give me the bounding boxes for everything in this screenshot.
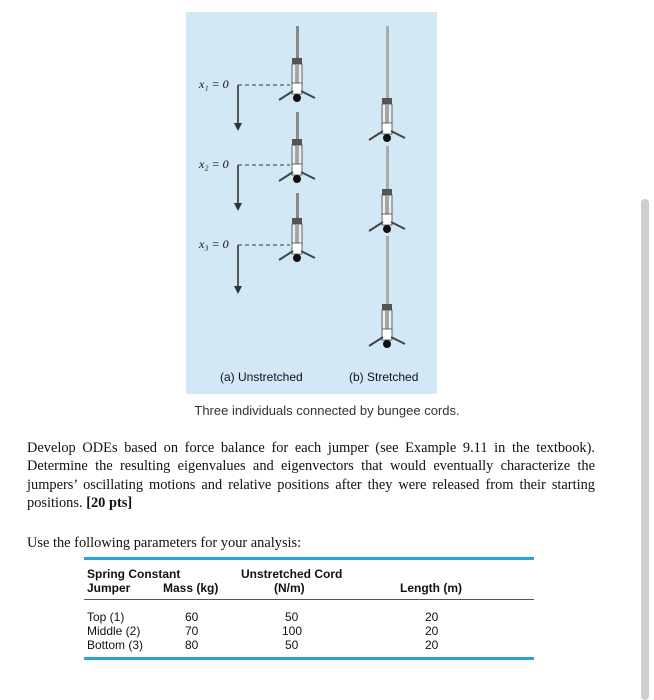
cell-length-1: 20 bbox=[425, 610, 439, 624]
cell-mass-2: 70 bbox=[185, 624, 199, 638]
jumper-a1 bbox=[279, 58, 315, 102]
th-length: Length (m) bbox=[400, 581, 462, 595]
cell-jumper-1: Top (1) bbox=[87, 610, 125, 624]
problem-statement bbox=[27, 439, 595, 512]
jumper-b2 bbox=[369, 189, 405, 233]
cell-jumper-3: Bottom (3) bbox=[87, 638, 144, 652]
label-x2: x₂ = 0 bbox=[199, 157, 229, 171]
cell-length-2: 20 bbox=[425, 624, 439, 638]
bungee-figure bbox=[186, 12, 437, 394]
table-bottom-rule bbox=[84, 657, 534, 660]
cord-b1 bbox=[386, 26, 389, 100]
cell-length-3: 20 bbox=[425, 638, 439, 652]
table-header-rule bbox=[84, 599, 534, 600]
caption-stretched: (b) Stretched bbox=[349, 370, 419, 384]
cell-mass-3: 80 bbox=[185, 638, 199, 652]
jumper-b1 bbox=[369, 98, 405, 142]
arrow-x1 bbox=[234, 123, 242, 131]
th-spring-constant: Spring Constant bbox=[87, 567, 181, 581]
vertical-scrollbar[interactable] bbox=[641, 199, 649, 700]
jumper-b3 bbox=[369, 304, 405, 348]
cord-a2 bbox=[296, 112, 299, 140]
cell-k-2: 100 bbox=[282, 624, 303, 638]
cord-a3 bbox=[296, 193, 299, 219]
cell-k-1: 50 bbox=[285, 610, 299, 624]
th-spring-units: (N/m) bbox=[274, 581, 305, 595]
jumper-a2 bbox=[279, 139, 315, 183]
parameters-intro: Use the following parameters for your analysis: bbox=[27, 535, 302, 551]
cord-b2 bbox=[386, 146, 389, 190]
points-label: [20 pts] bbox=[86, 494, 133, 511]
th-jumper: Jumper bbox=[87, 581, 131, 595]
jumper-a3 bbox=[279, 218, 315, 262]
cord-a1 bbox=[296, 26, 299, 58]
figure-caption: Three individuals connected by bungee cords. bbox=[194, 403, 460, 418]
cell-k-3: 50 bbox=[285, 638, 299, 652]
table-top-rule bbox=[84, 557, 534, 560]
label-x3: x₃ = 0 bbox=[199, 237, 229, 251]
cell-mass-1: 60 bbox=[185, 610, 199, 624]
th-unstretched-cord: Unstretched Cord bbox=[241, 567, 343, 581]
bungee-diagram bbox=[186, 12, 437, 394]
cell-jumper-2: Middle (2) bbox=[87, 624, 141, 638]
cord-b3 bbox=[386, 236, 389, 306]
th-mass: Mass (kg) bbox=[163, 581, 219, 595]
problem-text: Develop ODEs based on force balance for each jumper (see Example 9.11 in the textbook). Determine the resulting eigenvalues and eigenvectors that would eventually characterize the jumpers’ oscillating motions and relative positions after they were released from their starting positions. bbox=[27, 440, 595, 511]
label-x1: x₁ = 0 bbox=[199, 77, 229, 91]
caption-unstretched: (a) Unstretched bbox=[220, 370, 303, 384]
arrow-x2 bbox=[234, 203, 242, 211]
arrow-x3 bbox=[234, 286, 242, 294]
